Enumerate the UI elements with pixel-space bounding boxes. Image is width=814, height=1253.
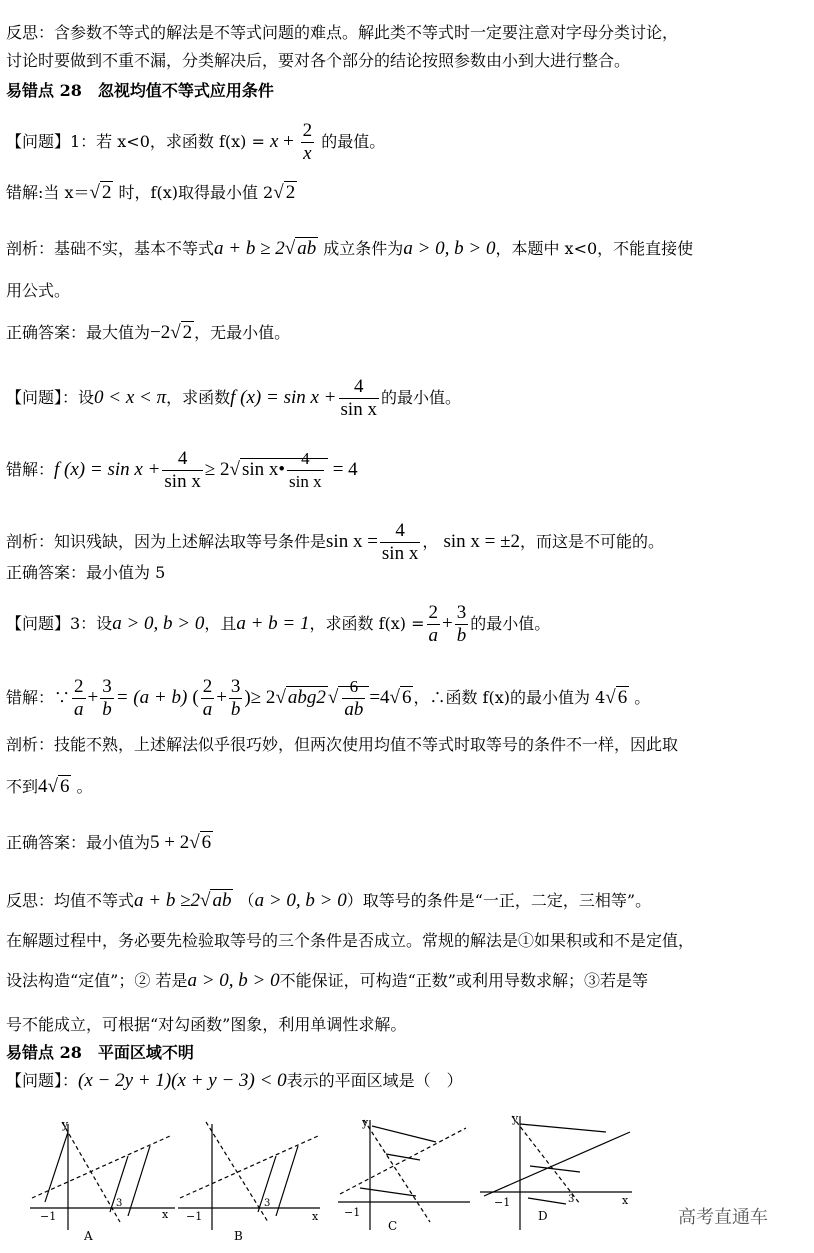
problem-4: 【问题】：(x − 2y + 1)(x + y − 3) < 0表示的平面区域是（ ） [6, 1070, 463, 1091]
fig-d-3: 3 [568, 1194, 575, 1205]
watermark: 高考直通车 [678, 1207, 768, 1228]
q1-prefix: 【问题】1：若 x<0，求函数 f(x) = [6, 132, 270, 151]
fig-c-label: C [388, 1219, 398, 1233]
line-reflection-2: 讨论时要做到不重不漏，分类解决后，要对各个部分的结论按照参数由小到大进行整合。 [6, 51, 631, 70]
reflection-3: 在解题过程中，务必要先检验取等号的三个条件是否成立。常规的解法是①如果积或和不是定值， [6, 931, 695, 950]
line-reflection-1: 反思：含参数不等式的解法是不等式问题的难点。解此类不等式时一定要注意对字母分类讨论， [6, 23, 679, 42]
heading-error-point-28b: 易错点 28 平面区域不明 [6, 1043, 194, 1062]
problem-2: 【问题】：设0 < x < π，求函数f (x) = sin x + $\frac{4}{\text{sin x}}$ 的最小值。 [6, 376, 461, 420]
analysis-1-cont: 用公式。 [6, 281, 71, 300]
fig-d-m1: −1 [494, 1196, 511, 1209]
fig-c-y: y [362, 1116, 369, 1129]
fig-d-x: x [622, 1194, 629, 1207]
fig-b-m1: −1 [186, 1210, 203, 1223]
answer-figures [0, 1112, 814, 1253]
fig-d-y: y [512, 1112, 519, 1125]
figure-d [480, 1112, 632, 1230]
fig-a-y: y [62, 1118, 69, 1131]
problem-1: 【问题】1：若 x<0，求函数 f(x) = x + $\frac{2}{x}$ 的最值。 [6, 120, 386, 164]
wrong-solution-3: 错解：∵ $\frac{2}{a}$ + $\frac{3}{b}$ = (a + b) ( $\frac{2}{a}$ + $\frac{3}{b}$ )≥ 2√ abg2 √ $\frac{6}{ab}$ =4√ 6 ，∴函数 f(x)的最小值为 4√ 6 。 [6, 676, 651, 721]
q1-suffix: 的最值。 [316, 132, 386, 151]
reflection-5: 号不能成立，可根据“对勾函数”图象，利用单调性求解。 [6, 1015, 407, 1034]
q1-frac: $\frac{2}{x}$ [302, 120, 313, 164]
fig-b-x: x [312, 1210, 319, 1223]
q1-x: x [269, 131, 279, 152]
figure-a [30, 1118, 175, 1243]
wrong-solution-1: 错解:当 x＝√ 2 时，f(x)取得最小值 2√ 2 [6, 182, 296, 203]
fig-a-3: 3 [116, 1198, 123, 1209]
wrong-solution-2: 错解：f (x) = sin x + $\frac{4}{\text{sin x}}$ ≥ 2√ sin x• $\frac{4}{\text{sin x}}$ = 4 [6, 448, 358, 492]
heading-error-point-28a: 易错点 28 忽视均值不等式应用条件 [6, 81, 274, 100]
correct-answer-2: 正确答案：最小值为 5 [6, 563, 166, 582]
correct-answer-3: 正确答案：最小值为5 + 2√ 6 [6, 832, 212, 853]
analysis-2: 剖析：知识残缺，因为上述解法取等号条件是sin x = $\frac{4}{\text{sin x}}$ ， sin x = ±2，而这是不可能的。 [6, 520, 665, 564]
reflection-2: 反思：均值不等式a + b ≥2√ ab （a > 0, b > 0）取等号的条件是“一正，二定，三相等”。 [6, 890, 652, 911]
fig-a-label: A [84, 1229, 93, 1243]
fig-d-label: D [538, 1209, 548, 1223]
correct-answer-1: 正确答案：最大值为−2√ 2 ，无最小值。 [6, 322, 291, 343]
figure-c [338, 1116, 470, 1233]
fig-c-m1: −1 [344, 1206, 361, 1219]
analysis-3: 剖析：技能不熟，上述解法似乎很巧妙，但两次使用均值不等式时取等号的条件不一样，因此取 [6, 735, 679, 754]
fig-b-label: B [234, 1229, 243, 1243]
fig-a-x: x [162, 1208, 169, 1221]
figure-b [178, 1122, 320, 1243]
problem-3: 【问题】3：设a > 0, b > 0，且a + b = 1，求函数 f(x) = $\frac{2}{a}$ + $\frac{3}{b}$ 的最小值。 [6, 602, 551, 646]
reflection-4: 设法构造“定值”；② 若是a > 0, b > 0不能保证，可构造“正数”或利用导数求解；③若是等 [6, 970, 648, 991]
fig-b-3: 3 [264, 1198, 271, 1209]
analysis-3-cont: 不到4√ 6 。 [6, 776, 93, 797]
fig-a-m1: −1 [40, 1210, 57, 1223]
analysis-1: 剖析：基础不实，基本不等式a + b ≥ 2√ ab 成立条件为a > 0, b > 0，本题中 x<0，不能直接使 [6, 238, 694, 259]
